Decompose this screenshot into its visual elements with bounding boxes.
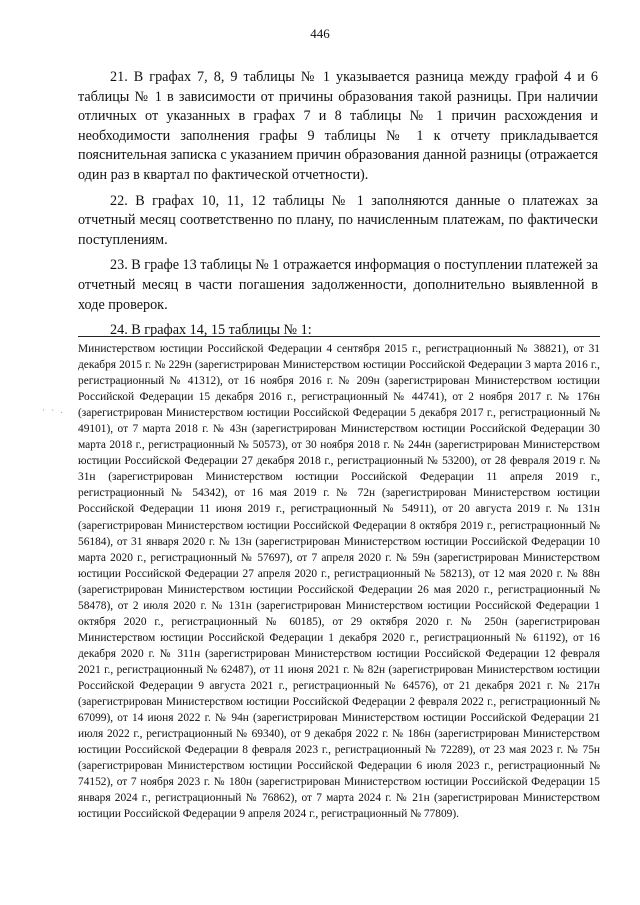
paragraph-22: 22. В графах 10, 11, 12 таблицы № 1 заполняются данные о платежах за отчетный месяц соответственно по плану, по начисленным платежам, по фактически поступлениям. [78,192,598,248]
page-number: 446 [310,26,330,41]
footnote-divider [78,336,600,337]
paragraph-21: 21. В графах 7, 8, 9 таблицы № 1 указывается разница между графой 4 и 6 таблицы № 1 в зависимости от причины образования такой разницы. При наличии отличных от указанных в графах 7 и 8 таблицы № 1 причин расхождения и необходимости заполнения графы 9 таблицы № 1 к отчету прикладывается пояснительная записка с указанием причин образования данной разницы (отражается один раз в квартал по фактической отчетности). [78,69,598,183]
paragraph-24: 24. В графах 14, 15 таблицы № 1: [110,322,312,339]
footnote-text: Министерством юстиции Российской Федерации 4 сентября 2015 г., регистрационный № 38821), от 31 декабря 2015 г. № 229н (зарегистрирован Министерством юстиции Российской Федерации 3 марта 2016 г., регистрационный № 41312), от 16 ноября 2016 г. № 209н (зарегистрирован Министерством юстиции Российской Федерации 15 декабря 2016 г., регистрационный № 44741), от 2 ноября 2017 г. № 176н (зарегистрирован Министерством юстиции Российской Федерации 5 декабря 2017 г., регистрационный № 49101), от 7 марта 2018 г. № 43н (зарегистрирован Министерством юстиции Российской Федерации 30 марта 2018 г., регистрационный № 50573), от 30 ноября 2018 г. № 244н (зарегистрирован Министерством юстиции Российской Федерации 27 декабря 2018 г., регистрационный № 53200), от 28 февраля 2019 г. № 31н (зарегистрирован Министерством юстиции Российской Федерации 11 апреля 2019 г., регистрационный № 54342), от 16 мая 2019 г. № 72н (зарегистрирован Министерством юстиции Российской Федерации 11 июня 2019 г., регистрационный № 54911), от 20 августа 2019 г. № 131н (зарегистрирован Министерством юстиции Российской Федерации 8 октября 2019 г., регистрационный № 56184), от 31 января 2020 г. № 13н (зарегистрирован Министерством юстиции Российской Федерации 10 марта 2020 г., регистрационный № 57697), от 7 апреля 2020 г. № 59н (зарегистрирован Министерством юстиции Российской Федерации 27 апреля 2020 г., регистрационный № 58213), от 12 мая 2020 г. № 88н (зарегистрирован Министерством юстиции Российской Федерации 26 мая 2020 г., регистрационный № 58478), от 2 июля 2020 г. № 131н (зарегистрирован Министерством юстиции Российской Федерации 1 октября 2020 г., регистрационный № 60185), от 29 октября 2020 г. № 250н (зарегистрирован Министерством юстиции Российской Федерации 1 декабря 2020 г., регистрационный № 61192), от 16 декабря 2020 г. № 311н (зарегистрирован Министерством юстиции Российской Федерации 12 февраля 2021 г., регистрационный № 62487), от 11 июня 2021 г. № 82н (зарегистрирован Министерством юстиции Российской Федерации 9 августа 2021 г., регистрационный № 64576), от 21 декабря 2021 г. № 217н (зарегистрирован Министерством юстиции Российской Федерации 2 февраля 2022 г., регистрационный № 67099), от 14 июня 2022 г. № 94н (зарегистрирован Министерством юстиции Российской Федерации 21 июля 2022 г., регистрационный № 69340), от 9 декабря 2022 г. № 186н (зарегистрирован Министерством юстиции Российской Федерации 8 февраля 2023 г., регистрационный № 72289), от 23 мая 2023 г. № 75н (зарегистрирован Министерством юстиции Российской Федерации 6 июля 2023 г., регистрационный № 74152), от 7 ноября 2023 г. № 180н (зарегистрирован Министерством юстиции Российской Федерации 15 января 2024 г., регистрационный № 76862), от 7 марта 2024 г. № 21н (зарегистрирован Министерством юстиции Российской Федерации 9 апреля 2024 г., регистрационный № 77809). [78,343,600,821]
paragraph-23: 23. В графе 13 таблицы № 1 отражается информация о поступлении платежей за отчетный месяц в части погашения задолженности, дополнительно выявленной в ходе проверок. [78,257,598,313]
body-text [78,68,598,347]
margin-mark: · · . [42,405,65,415]
